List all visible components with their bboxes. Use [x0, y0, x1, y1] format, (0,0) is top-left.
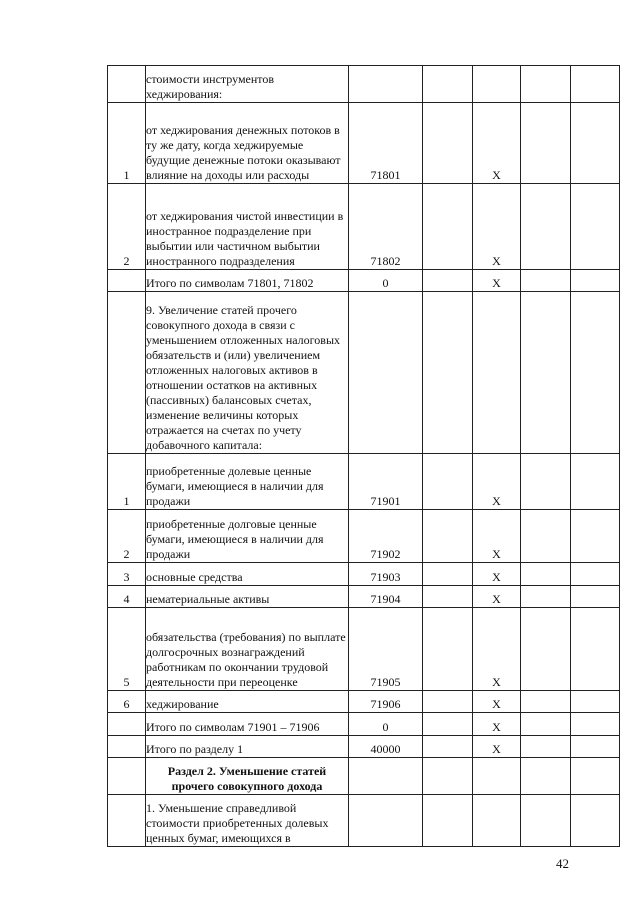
- row-x-mark: X: [473, 270, 521, 292]
- row-description: приобретенные долговые ценные бумаги, имеющиеся в наличии для продажи: [146, 510, 349, 563]
- row-code: 71904: [349, 586, 423, 608]
- empty-cell: [571, 510, 620, 563]
- row-description: приобретенные долевые ценные бумаги, имеющиеся в наличии для продажи: [146, 454, 349, 510]
- row-number: [108, 270, 146, 292]
- empty-cell: [521, 103, 571, 184]
- row-x-mark: X: [473, 713, 521, 736]
- report-table: [107, 65, 620, 847]
- row-x-mark: [473, 795, 521, 847]
- table-row: [108, 454, 620, 510]
- table-row: [108, 608, 620, 691]
- empty-cell: [521, 454, 571, 510]
- row-number: [108, 713, 146, 736]
- row-description: Итого по разделу 1: [146, 736, 349, 758]
- row-code: [349, 292, 423, 454]
- empty-cell: [571, 184, 620, 270]
- row-code: 71902: [349, 510, 423, 563]
- row-code: 71801: [349, 103, 423, 184]
- row-x-mark: X: [473, 608, 521, 691]
- empty-cell: [423, 758, 473, 795]
- row-description: Итого по символам 71901 – 71906: [146, 713, 349, 736]
- row-x-mark: X: [473, 563, 521, 586]
- row-number: 6: [108, 691, 146, 713]
- row-number: 1: [108, 103, 146, 184]
- row-x-mark: [473, 758, 521, 795]
- empty-cell: [521, 510, 571, 563]
- table-row: [108, 563, 620, 586]
- empty-cell: [423, 66, 473, 103]
- empty-cell: [571, 103, 620, 184]
- empty-cell: [423, 292, 473, 454]
- row-x-mark: X: [473, 184, 521, 270]
- row-x-mark: X: [473, 736, 521, 758]
- empty-cell: [571, 292, 620, 454]
- row-code: 71905: [349, 608, 423, 691]
- row-number: 2: [108, 510, 146, 563]
- row-code: 0: [349, 270, 423, 292]
- row-number: [108, 758, 146, 795]
- row-x-mark: [473, 66, 521, 103]
- row-description: Итого по символам 71801, 71802: [146, 270, 349, 292]
- table-row: [108, 713, 620, 736]
- table-row: [108, 736, 620, 758]
- section-heading: 1. Уменьшение справедливой стоимости приобретенных долевых ценных бумаг, имеющихся в: [146, 795, 349, 847]
- row-description: основные средства: [146, 563, 349, 586]
- row-description: от хеджирования денежных потоков в ту же дату, когда хеджируемые будущие денежные потоки оказывают влияние на доходы или расходы: [146, 103, 349, 184]
- empty-cell: [571, 713, 620, 736]
- empty-cell: [521, 66, 571, 103]
- empty-cell: [423, 586, 473, 608]
- row-number: 1: [108, 454, 146, 510]
- section-heading: 9. Увеличение статей прочего совокупного дохода в связи с уменьшением отложенных налоговых обязательств и (или) увеличением отложенных налоговых активов в отношении остатков на активных (пассивных) балансовых счетах, изменение величины которых отражается на счетах по учету добавочного капитала:: [146, 292, 349, 454]
- row-x-mark: X: [473, 586, 521, 608]
- row-code: 0: [349, 713, 423, 736]
- table-row: [108, 270, 620, 292]
- empty-cell: [423, 184, 473, 270]
- row-code: 71903: [349, 563, 423, 586]
- row-number: [108, 795, 146, 847]
- empty-cell: [571, 586, 620, 608]
- row-code: [349, 66, 423, 103]
- row-code: [349, 795, 423, 847]
- table-row: [108, 510, 620, 563]
- table-row: [108, 758, 620, 795]
- row-description: обязательства (требования) по выплате долгосрочных вознаграждений работникам по окончании трудовой деятельности при переоценке: [146, 608, 349, 691]
- page-number: 42: [556, 856, 569, 871]
- empty-cell: [571, 66, 620, 103]
- empty-cell: [571, 563, 620, 586]
- table-row: [108, 103, 620, 184]
- empty-cell: [423, 510, 473, 563]
- row-number: 2: [108, 184, 146, 270]
- empty-cell: [423, 563, 473, 586]
- table-row: [108, 292, 620, 454]
- row-number: [108, 292, 146, 454]
- empty-cell: [571, 795, 620, 847]
- empty-cell: [571, 758, 620, 795]
- empty-cell: [521, 691, 571, 713]
- row-code: 71802: [349, 184, 423, 270]
- empty-cell: [521, 758, 571, 795]
- empty-cell: [423, 736, 473, 758]
- empty-cell: [423, 713, 473, 736]
- empty-cell: [423, 270, 473, 292]
- row-description: стоимости инструментов хеджирования:: [146, 66, 349, 103]
- table-row: [108, 691, 620, 713]
- empty-cell: [571, 608, 620, 691]
- table-row: [108, 66, 620, 103]
- row-x-mark: X: [473, 103, 521, 184]
- row-code: [349, 758, 423, 795]
- table-row: [108, 184, 620, 270]
- empty-cell: [521, 586, 571, 608]
- empty-cell: [521, 563, 571, 586]
- empty-cell: [571, 691, 620, 713]
- row-x-mark: X: [473, 691, 521, 713]
- empty-cell: [423, 608, 473, 691]
- row-number: 3: [108, 563, 146, 586]
- empty-cell: [571, 736, 620, 758]
- row-number: 5: [108, 608, 146, 691]
- empty-cell: [423, 103, 473, 184]
- empty-cell: [521, 608, 571, 691]
- empty-cell: [521, 795, 571, 847]
- empty-cell: [521, 184, 571, 270]
- row-code: 40000: [349, 736, 423, 758]
- row-code: 71906: [349, 691, 423, 713]
- row-number: 4: [108, 586, 146, 608]
- section-heading: Раздел 2. Уменьшение статей прочего совокупного дохода: [146, 758, 349, 795]
- empty-cell: [571, 454, 620, 510]
- row-number: [108, 736, 146, 758]
- empty-cell: [521, 713, 571, 736]
- empty-cell: [521, 270, 571, 292]
- empty-cell: [423, 795, 473, 847]
- empty-cell: [521, 292, 571, 454]
- empty-cell: [571, 270, 620, 292]
- empty-cell: [423, 691, 473, 713]
- row-number: [108, 66, 146, 103]
- row-description: нематериальные активы: [146, 586, 349, 608]
- table-row: [108, 795, 620, 847]
- row-x-mark: X: [473, 454, 521, 510]
- empty-cell: [423, 454, 473, 510]
- row-description: от хеджирования чистой инвестиции в иностранное подразделение при выбытии или частичном выбытии иностранного подразделения: [146, 184, 349, 270]
- row-x-mark: [473, 292, 521, 454]
- row-description: хеджирование: [146, 691, 349, 713]
- table-row: [108, 586, 620, 608]
- empty-cell: [521, 736, 571, 758]
- row-x-mark: X: [473, 510, 521, 563]
- row-code: 71901: [349, 454, 423, 510]
